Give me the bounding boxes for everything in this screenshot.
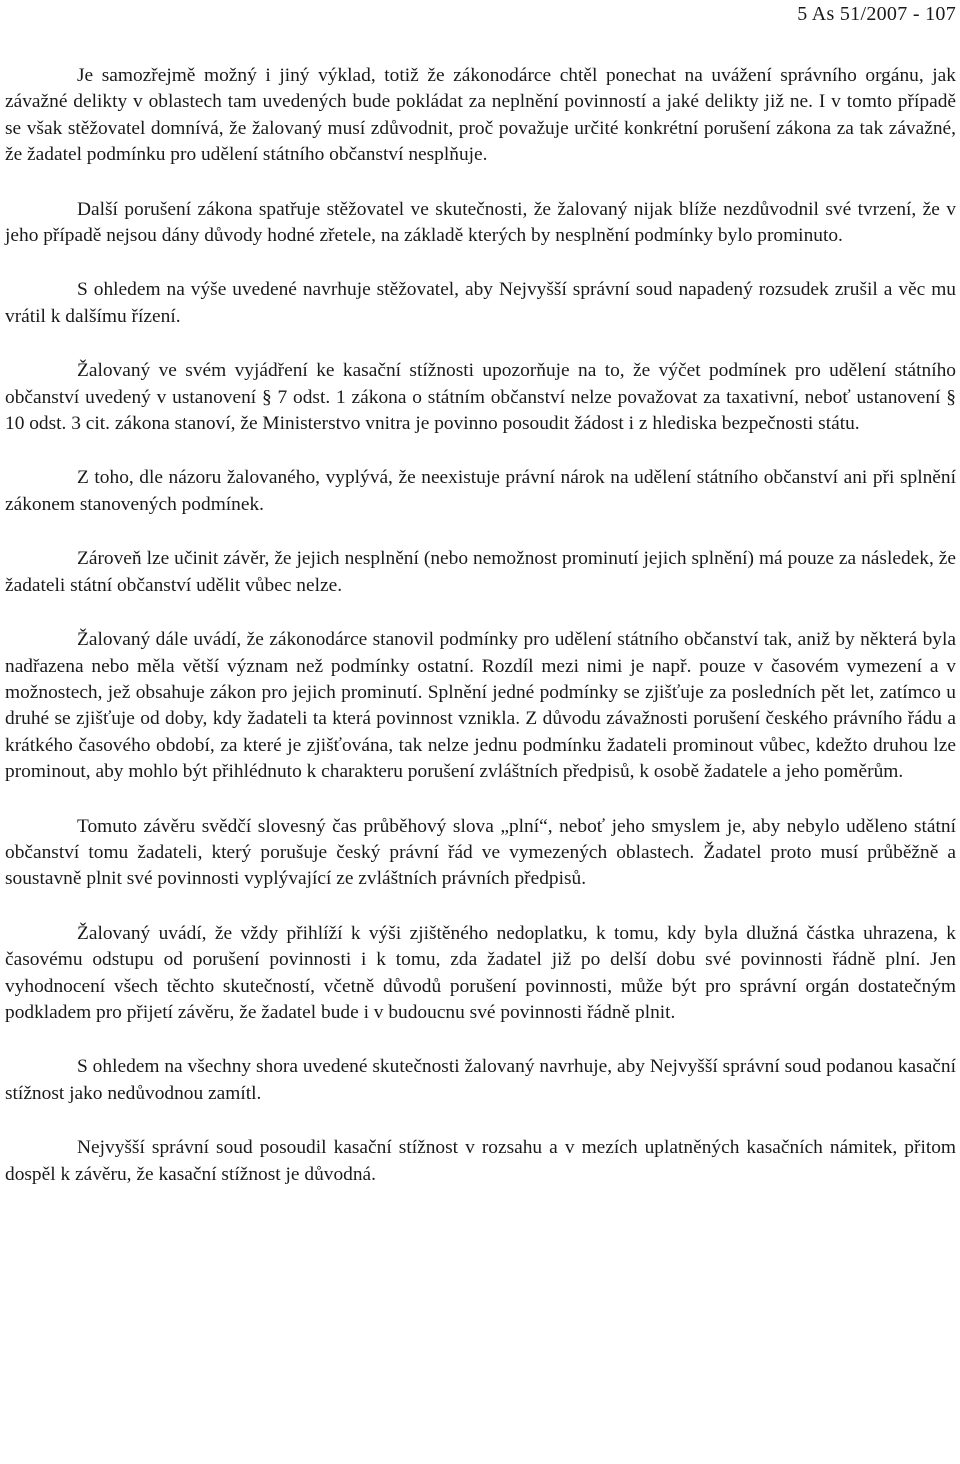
- paragraph-arrears-assessment: Žalovaný uvádí, že vždy přihlíží k výši zjištěného nedoplatku, k tomu, kdy byla dlužná částka uhrazena, k časovému odstupu od porušení povinnosti i k tomu, zda žadatel již po delší dobu své povinnosti řádně plní. Jen vyhodnocení všech těchto skutečností, včetně důvodů porušení povinnosti, může být pro správní orgán dostatečným podkladem pro přijetí závěru, že žadatel bude i v budoucnu své povinnosti řádně plnit.: [5, 922, 956, 1023]
- paragraph-complainant-proposal: S ohledem na výše uvedené navrhuje stěžovatel, aby Nejvyšší správní soud napadený rozsudek zrušil a věc mu vrátil k dalšímu řízení.: [5, 279, 956, 327]
- paragraph-conclusion-nonfulfillment: Zároveň lze učinit závěr, že jejich nesplnění (nebo nemožnost prominutí jejich splnění) má pouze za následek, že žadateli státní občanství udělit vůbec nelze.: [5, 548, 956, 596]
- paragraph-defendant-statement: Žalovaný ve svém vyjádření ke kasační stížnosti upozorňuje na to, že výčet podmínek pro udělení státního občanství uvedený v ustanovení § 7 odst. 1 zákona o státním občanství nelze považovat za taxativní, neboť ustanovení § 10 odst. 3 cit. zákona stanoví, že Ministerstvo vnitra je povinno posoudit žádost i z hlediska bezpečnosti státu.: [5, 360, 956, 435]
- paragraph-dismissal-proposal: S ohledem na všechny shora uvedené skutečnosti žalovaný navrhuje, aby Nejvyšší správní soud podanou kasační stížnost jako nedůvodnou zamítl.: [5, 1056, 956, 1104]
- case-number-header: 5 As 51/2007 - 107: [797, 3, 956, 25]
- paragraph-conditions-equal: Žalovaný dále uvádí, že zákonodárce stanovil podmínky pro udělení státního občanství tak, aniž by některá byla nadřazena nebo měla větší význam než podmínky ostatní. Rozdíl mezi nimi je např. pouze v časovém vymezení a v možnostech, jež obsahuje zákon pro jejich prominutí. Splnění jedné podmínky se zjišťuje za posledních pět let, zatímco u druhé se zjišťuje od doby, kdy žadateli ta která povinnost vznikla. Z důvodu závažnosti porušení českého právního řádu a krátkého časového období, za které je zjišťována, tak nelze jednu podmínku žadateli prominout vůbec, kdežto druhou lze prominout, aby mohlo být přihlédnuto k charakteru porušení zvláštních předpisů, k osobě žadatele a jeho poměrům.: [5, 629, 956, 783]
- paragraph-further-violation: Další porušení zákona spatřuje stěžovatel ve skutečnosti, že žalovaný nijak blíže nezdůvodnil své tvrzení, že v jeho případě nejsou dány důvody hodné zřetele, na základě kterých by nesplnění podmínky bylo prominuto.: [5, 198, 956, 247]
- paragraph-verb-tense: Tomuto závěru svědčí slovesný čas průběhový slova „plní“, neboť jeho smyslem je, aby nebylo uděleno státní občanství tomu žadateli, který porušuje český právní řád ve vymezených oblastech. Žadatel proto musí průběžně a soustavně plnit své povinnosti vyplývající ze zvláštních právních předpisů.: [5, 815, 956, 890]
- paragraph-no-legal-claim: Z toho, dle názoru žalovaného, vyplývá, že neexistuje právní nárok na udělení státního občanství ani při splnění zákonem stanovených podmínek.: [5, 467, 956, 515]
- paragraph-court-assessment: Nejvyšší správní soud posoudil kasační stížnost v rozsahu a v mezích uplatněných kasačních námitek, přitom dospěl k závěru, že kasační stížnost je důvodná.: [5, 1137, 956, 1185]
- paragraph-alternative-interpretation: Je samozřejmě možný i jiný výklad, totiž že zákonodárce chtěl ponechat na uvážení správního orgánu, jak závažné delikty v oblastech tam uvedených bude pokládat za neplnění povinností a jaké delikty již ne. I v tomto případě se však stěžovatel domnívá, že žalovaný musí zdůvodnit, proč považuje určité konkrétní porušení zákona za tak závažné, že žadatel podmínku pro udělení státního občanství nesplňuje.: [5, 65, 956, 166]
- document-body: [5, 63, 956, 1216]
